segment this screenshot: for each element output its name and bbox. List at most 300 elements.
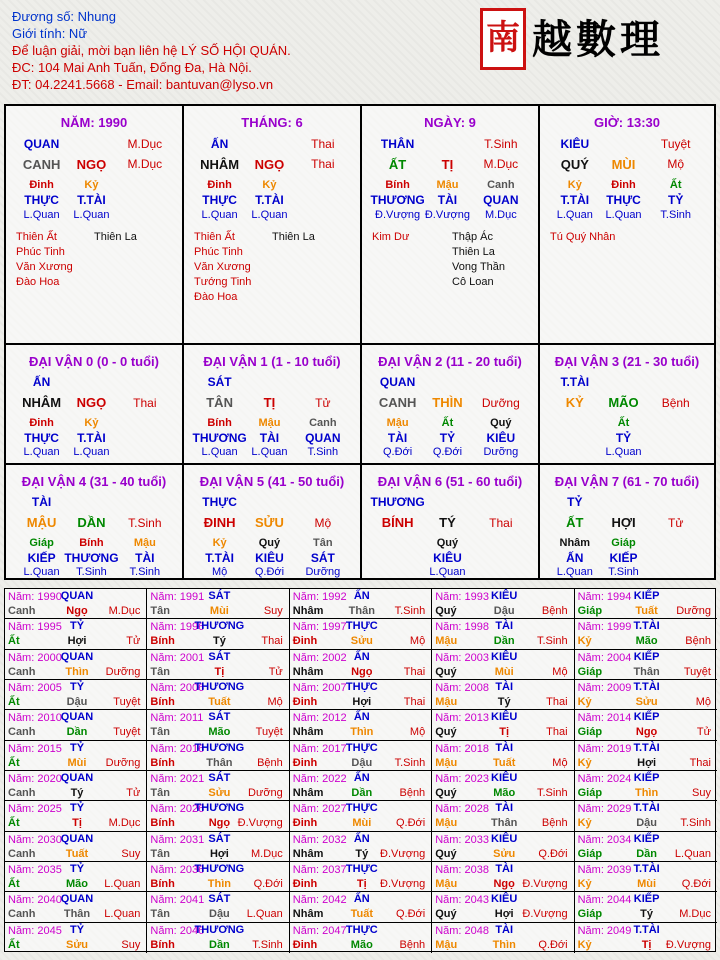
year-cell: [290, 589, 432, 619]
chart-grid: [4, 104, 716, 580]
hidden-stem: Kỷ: [567, 179, 582, 191]
year-star: T.TÀI: [633, 741, 660, 754]
year-star: SÁT: [208, 771, 231, 784]
year-phase: Thai: [546, 726, 568, 739]
hidden-god: TÀI: [387, 431, 408, 445]
hidden-stem: Nhâm: [559, 537, 591, 549]
hidden-phase: Đ.Vượng: [424, 209, 471, 221]
year-star: THỰC: [345, 923, 378, 936]
year-phase: Dưỡng: [105, 665, 141, 678]
year-phase: T.Sinh: [537, 786, 568, 799]
year-can: Giáp: [577, 605, 603, 617]
year-label: Năm: 2004: [577, 651, 632, 664]
year-phase: T.Sinh: [252, 938, 283, 951]
dai-van-can: BÍNH: [381, 515, 414, 530]
year-can: Tân: [150, 665, 170, 678]
dai-van-cell: [184, 343, 362, 463]
year-star: TÀI: [495, 620, 514, 633]
year-can: Kỷ: [577, 938, 592, 951]
year-phase: L.Quan: [674, 847, 711, 860]
year-cell: [147, 923, 289, 953]
year-star: TỶ: [69, 680, 85, 693]
year-chi: Tý: [70, 786, 84, 799]
year-star: THƯƠNG: [194, 680, 245, 693]
hidden-phase: Q.Đới: [254, 566, 285, 578]
year-label: Năm: 2027: [292, 803, 347, 816]
year-label: Năm: 1994: [577, 591, 632, 603]
year-cell: [290, 801, 432, 831]
year-phase: M.Dục: [108, 605, 141, 617]
hidden-stem: Ất: [617, 417, 630, 429]
special-star-b: Thiên La: [272, 231, 315, 243]
year-star: TÀI: [495, 862, 514, 875]
year-cell: [290, 862, 432, 892]
year-star: THỰC: [345, 862, 378, 875]
year-chi: Tị: [499, 726, 510, 739]
year-phase: T.Sinh: [394, 756, 426, 769]
year-phase: Bệnh: [399, 938, 426, 951]
pillar-can: ẤT: [388, 157, 407, 172]
year-label: Năm: 2030: [8, 833, 62, 846]
year-cell: [575, 619, 717, 649]
hidden-god: T.TÀI: [255, 193, 284, 207]
hidden-god: THƯƠNG: [370, 193, 425, 207]
hidden-phase: L.Quan: [605, 209, 642, 221]
year-can: Nhâm: [292, 847, 324, 860]
year-can: Quý: [435, 908, 457, 921]
year-star: T.TÀI: [633, 620, 660, 633]
year-label: Năm: 2009: [577, 681, 632, 694]
year-cell: [432, 832, 574, 862]
year-star: TỶ: [69, 802, 85, 815]
dai-van-chi: NGỌ: [76, 395, 107, 410]
pillar-chi-state: M.Dục: [127, 157, 163, 171]
year-label: Năm: 2039: [577, 863, 632, 876]
year-chi: Thìn: [350, 726, 374, 739]
year-label: Năm: 2016: [150, 742, 205, 755]
hidden-god: KIẾP: [609, 551, 638, 565]
special-star-b: Thập Ác: [452, 231, 493, 243]
hidden-god: T.TÀI: [77, 193, 106, 207]
pillar-chi-state: Mộ: [667, 157, 685, 171]
year-label: Năm: 2005: [8, 681, 62, 694]
year-chi: Thân: [633, 665, 660, 678]
year-cell: [575, 589, 717, 619]
hidden-god: TÀI: [437, 193, 458, 207]
year-cell: [147, 619, 289, 649]
year-cell: [147, 680, 289, 710]
year-label: Năm: 2021: [150, 772, 205, 785]
year-star: T.TÀI: [633, 923, 660, 936]
hidden-phase: L.Quan: [251, 209, 288, 221]
year-chi: Dần: [636, 847, 657, 860]
year-chi: Dần: [209, 938, 230, 951]
dai-van-star: THỰC: [202, 495, 237, 509]
year-chi: Tị: [641, 938, 652, 951]
dai-van-can: ĐINH: [203, 515, 236, 530]
year-cell: [290, 892, 432, 922]
hidden-stem: Bính: [207, 417, 232, 429]
pillar-chi: MÙI: [611, 157, 636, 172]
year-chi: Mùi: [209, 605, 229, 617]
special-star-b: Vong Thần: [452, 261, 506, 273]
year-star: KIÊU: [491, 832, 518, 845]
year-can: Nhâm: [292, 665, 324, 678]
year-can: Tân: [150, 908, 170, 921]
year-chi: Hợi: [494, 908, 514, 921]
year-phase: T.Sinh: [394, 605, 426, 617]
hidden-stem: Mậu: [386, 417, 409, 429]
year-cell: [5, 832, 147, 862]
year-phase: L.Quan: [246, 908, 283, 921]
year-label: Năm: 2002: [292, 651, 347, 664]
hidden-stem: Bính: [385, 179, 410, 191]
hidden-phase: L.Quan: [23, 209, 60, 221]
year-star: QUAN: [60, 771, 94, 784]
pillar-cell: [362, 106, 540, 343]
year-chi: Mùi: [494, 665, 514, 678]
dai-van-can: ẤT: [566, 515, 584, 530]
dai-van-title: ĐẠI VẬN 4 (31 - 40 tuổi): [21, 474, 167, 489]
hidden-stem: Ất: [441, 417, 454, 429]
year-label: Năm: 2049: [577, 924, 632, 937]
year-cell: [5, 892, 147, 922]
year-cell: [147, 862, 289, 892]
year-cell: [575, 741, 717, 771]
year-can: Tân: [150, 605, 170, 617]
year-chi: Tị: [214, 665, 225, 678]
dai-van-star: SÁT: [207, 375, 232, 389]
year-chi: Thân: [63, 908, 91, 921]
year-phase: Đ.Vượng: [522, 908, 568, 921]
year-phase: Tử: [126, 635, 141, 648]
year-star: SÁT: [208, 590, 231, 602]
year-phase: L.Quan: [104, 877, 141, 890]
year-cell: [432, 771, 574, 801]
year-can: Đinh: [292, 756, 318, 769]
year-chi: Tuất: [65, 847, 89, 860]
special-star-b: Cô Loan: [452, 276, 494, 288]
year-label: Năm: 1990: [8, 591, 62, 603]
dai-van-can: MẬU: [26, 515, 57, 530]
hidden-god: QUAN: [305, 431, 341, 445]
hidden-phase: Dưỡng: [305, 566, 341, 578]
year-chi: Thìn: [634, 786, 659, 799]
year-cell: [290, 619, 432, 649]
pillar-star-state: Tuyệt: [660, 137, 691, 151]
year-phase: Tuyệt: [255, 726, 283, 739]
dai-van-title: ĐẠI VẬN 6 (51 - 60 tuổi): [377, 474, 523, 489]
year-chi: Hợi: [67, 635, 87, 648]
year-cell: [147, 710, 289, 740]
year-cell: [5, 619, 147, 649]
dai-van-can: NHÂM: [22, 395, 62, 410]
year-can: Kỷ: [577, 695, 592, 708]
year-cell: [5, 741, 147, 771]
hidden-phase: L.Quan: [73, 446, 110, 458]
year-star: KIẾP: [633, 771, 660, 784]
year-chi: Ngọ: [493, 877, 515, 890]
year-cell: [147, 771, 289, 801]
special-star-a: Đào Hoa: [16, 276, 60, 288]
hidden-phase: Dưỡng: [483, 446, 519, 458]
pillar-chi: NGỌ: [254, 157, 285, 172]
year-star: THƯƠNG: [194, 923, 245, 936]
hidden-stem: Tân: [313, 537, 333, 549]
year-cell: [5, 771, 147, 801]
year-can: Đinh: [292, 877, 318, 890]
year-phase: Q.Đới: [538, 847, 568, 860]
year-star: KIẾP: [633, 832, 660, 845]
year-star: ẤN: [353, 771, 370, 784]
dai-van-title: ĐẠI VẬN 7 (61 - 70 tuổi): [554, 474, 700, 489]
year-phase: Mộ: [409, 726, 426, 739]
year-label: Năm: 2022: [292, 772, 347, 785]
year-phase: Thai: [689, 756, 711, 769]
hidden-stem: Đinh: [29, 417, 54, 429]
hidden-god: THỰC: [24, 193, 59, 207]
hidden-phase: L.Quan: [556, 209, 593, 221]
dai-van-can: KỶ: [565, 395, 584, 410]
year-label: Năm: 2019: [577, 742, 632, 755]
pillar-star: THÂN: [380, 137, 415, 151]
hidden-stem: Kỷ: [84, 179, 99, 191]
year-can: Quý: [435, 786, 457, 799]
hidden-phase: L.Quan: [23, 446, 60, 458]
year-phase: Tử: [696, 726, 711, 739]
hidden-god: ẤN: [566, 551, 584, 565]
year-phase: Dưỡng: [105, 756, 141, 769]
pillar-star: QUAN: [23, 137, 60, 151]
year-chi: Sửu: [350, 635, 373, 648]
year-chi: Tý: [212, 635, 226, 648]
hidden-phase: T.Sinh: [307, 446, 339, 458]
special-star-a: Tú Quý Nhân: [550, 231, 616, 243]
pillar-title: NGÀY: 9: [424, 115, 476, 130]
annual-table: [4, 588, 716, 952]
year-phase: Thai: [403, 695, 426, 708]
year-cell: [575, 892, 717, 922]
pillar-title: THÁNG: 6: [241, 115, 303, 130]
dai-van-star: QUAN: [379, 375, 416, 389]
year-chi: Tý: [640, 908, 654, 921]
hidden-stem: Kỷ: [262, 179, 277, 191]
year-star: ẤN: [353, 650, 370, 663]
year-chi: Thìn: [65, 665, 89, 678]
year-star: ẤN: [353, 590, 370, 602]
special-star-b: Thiên La: [452, 246, 495, 258]
special-star-a: Tướng Tinh: [194, 276, 252, 288]
year-label: Năm: 2040: [8, 894, 62, 907]
year-cell: [432, 923, 574, 953]
hidden-phase: T.Sinh: [76, 566, 107, 578]
year-phase: Mộ: [552, 665, 568, 678]
year-can: Mậu: [435, 756, 458, 769]
year-cell: [290, 741, 432, 771]
year-phase: Tử: [268, 665, 283, 678]
year-can: Ất: [8, 635, 20, 648]
year-can: Canh: [8, 726, 36, 739]
year-star: QUAN: [60, 711, 94, 724]
hidden-god: KIÊU: [486, 431, 516, 445]
year-label: Năm: 2033: [435, 833, 489, 846]
year-label: Năm: 2001: [150, 651, 205, 664]
year-label: Năm: 2029: [577, 803, 632, 816]
year-can: Mậu: [435, 877, 458, 890]
year-can: Ất: [8, 877, 20, 890]
year-chi: Hợi: [637, 756, 657, 769]
year-can: Canh: [8, 665, 36, 678]
year-can: Bính: [150, 635, 175, 648]
phone-email-line: ĐT: 04.2241.5668 - Email: bantuvan@lyso.vn: [12, 77, 274, 92]
year-phase: Bệnh: [685, 635, 711, 648]
year-chi: Thân: [206, 756, 233, 769]
dai-van-chi: THÌN: [432, 395, 463, 410]
year-phase: Đ.Vượng: [522, 877, 568, 890]
hidden-stem: Đinh: [611, 179, 636, 191]
hidden-god: TÀI: [259, 431, 280, 445]
year-phase: Dưỡng: [248, 786, 283, 799]
year-chi: Dậu: [351, 756, 373, 769]
year-phase: M.Dục: [251, 847, 283, 860]
year-label: Năm: 2034: [577, 833, 632, 846]
year-star: THỰC: [345, 680, 378, 693]
dai-van-star: THƯƠNG: [370, 495, 425, 509]
year-phase: Mộ: [552, 756, 568, 769]
year-label: Năm: 1992: [292, 591, 347, 603]
dai-van-star: TÀI: [31, 495, 52, 509]
dai-van-title: ĐẠI VẬN 0 (0 - 0 tuổi): [28, 354, 159, 369]
year-phase: Q.Đới: [395, 908, 426, 921]
year-phase: L.Quan: [104, 908, 141, 921]
dai-van-title: ĐẠI VẬN 1 (1 - 10 tuổi): [203, 354, 341, 369]
hidden-stem: Kỷ: [212, 537, 227, 549]
hidden-phase: M.Dục: [484, 209, 517, 221]
dai-van-title: ĐẠI VẬN 3 (21 - 30 tuổi): [554, 354, 700, 369]
hidden-stem: Giáp: [29, 537, 54, 549]
hidden-stem: Ất: [669, 179, 682, 191]
hidden-god: KIÊU: [433, 551, 462, 565]
year-cell: [432, 589, 574, 619]
address-line: ĐC: 104 Mai Anh Tuấn, Đống Đa, Hà Nội.: [12, 60, 252, 75]
hidden-phase: T.Sinh: [129, 566, 161, 578]
dai-van-star: TỶ: [567, 495, 583, 509]
pillar-title: NĂM: 1990: [60, 115, 128, 130]
year-cell: [575, 650, 717, 680]
year-can: Mậu: [435, 938, 458, 951]
dai-van-cell: [184, 463, 362, 578]
year-cell: [432, 741, 574, 771]
hidden-god: QUAN: [483, 193, 519, 207]
year-can: Nhâm: [292, 605, 324, 617]
year-label: Năm: 1996: [150, 621, 205, 634]
year-chi: Thìn: [492, 938, 516, 951]
year-label: Năm: 2014: [577, 712, 632, 725]
hidden-phase: L.Quan: [429, 566, 466, 578]
gioi-tinh: Giới tính: Nữ: [12, 26, 88, 41]
hidden-god: TỶ: [439, 431, 456, 445]
year-label: Năm: 1993: [435, 591, 489, 603]
special-star-a: Văn Xương: [16, 261, 73, 273]
hidden-god: KIẾP: [27, 551, 56, 565]
year-can: Mậu: [435, 635, 458, 648]
hidden-god: T.TÀI: [560, 193, 590, 207]
dai-van-chi-state: Bệnh: [661, 396, 690, 410]
year-label: Năm: 2003: [435, 651, 489, 664]
year-chi: Mão: [350, 938, 373, 951]
year-chi: Sửu: [635, 695, 658, 708]
year-cell: [290, 680, 432, 710]
pillar-chi-state: M.Dục: [483, 157, 519, 171]
year-cell: [432, 801, 574, 831]
year-star: SÁT: [208, 650, 231, 663]
year-star: KIÊU: [491, 771, 518, 784]
hidden-god: T.TÀI: [77, 431, 106, 445]
dai-van-star: T.TÀI: [560, 375, 590, 389]
year-star: THƯƠNG: [194, 802, 245, 815]
year-chi: Dậu: [636, 817, 657, 830]
year-can: Quý: [435, 665, 457, 678]
year-star: SÁT: [208, 711, 231, 724]
hidden-phase: L.Quan: [556, 566, 593, 578]
year-star: ẤN: [353, 711, 370, 724]
year-label: Năm: 2046: [150, 924, 205, 937]
year-cell: [290, 650, 432, 680]
year-phase: Bệnh: [541, 817, 568, 830]
dai-van-chi: TỊ: [263, 395, 276, 410]
year-phase: Bệnh: [257, 756, 283, 769]
year-can: Canh: [8, 786, 36, 799]
year-phase: Đ.Vượng: [237, 817, 283, 830]
year-can: Bính: [150, 817, 175, 830]
year-star: THỰC: [345, 620, 378, 633]
hidden-stem: Bính: [79, 537, 104, 549]
year-can: Nhâm: [292, 726, 324, 739]
dai-van-title: ĐẠI VẬN 5 (41 - 50 tuổi): [199, 474, 345, 489]
hidden-stem: Mậu: [258, 417, 281, 429]
year-star: KIẾP: [633, 590, 660, 602]
year-label: Năm: 1999: [577, 621, 632, 634]
year-label: Năm: 1997: [292, 621, 347, 634]
year-chi: Mão: [493, 786, 516, 799]
year-star: THƯƠNG: [194, 862, 245, 875]
year-star: KIẾP: [633, 650, 660, 663]
year-can: Tân: [150, 847, 170, 860]
year-phase: T.Sinh: [537, 635, 568, 648]
year-can: Nhâm: [292, 908, 324, 921]
year-star: THỰC: [345, 741, 378, 754]
year-chi: Dậu: [66, 695, 88, 708]
year-can: Tân: [150, 726, 170, 739]
year-label: Năm: 2035: [8, 863, 62, 876]
dai-van-cell: [6, 463, 184, 578]
year-phase: M.Dục: [679, 908, 711, 921]
year-chi: Dậu: [493, 605, 515, 617]
year-label: Năm: 2037: [292, 863, 347, 876]
dai-van-chi-state: Dưỡng: [481, 396, 520, 410]
year-cell: [432, 619, 574, 649]
year-chi: Ngọ: [635, 726, 658, 739]
special-star-a: Phúc Tinh: [194, 246, 243, 258]
hidden-god: THƯƠNG: [192, 431, 247, 445]
year-star: THƯƠNG: [194, 741, 245, 754]
year-chi: Tý: [497, 695, 511, 708]
year-star: T.TÀI: [633, 680, 660, 693]
year-star: T.TÀI: [633, 862, 660, 875]
year-chi: Thân: [348, 605, 375, 617]
dai-van-chi-state: Thai: [133, 396, 157, 410]
year-label: Năm: 2017: [292, 742, 347, 755]
